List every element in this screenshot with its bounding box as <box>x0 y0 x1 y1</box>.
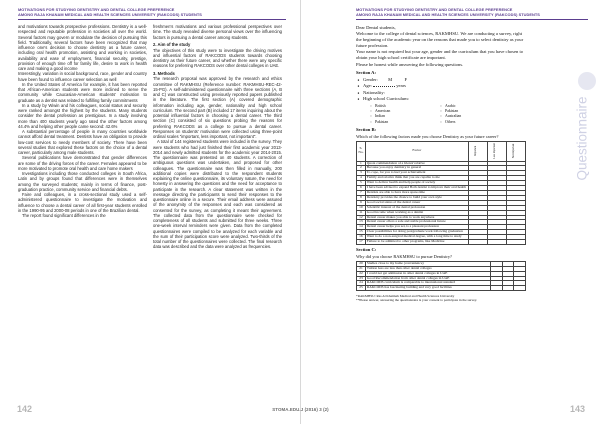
journal-citation: STOMA.EDU.J (2016) 3 (2) <box>272 407 329 412</box>
row-factor: Clear possibilities for doing postgraduate work following graduation <box>365 230 468 235</box>
side-label <box>574 78 600 198</box>
paragraph: , in a cross-sectional study used a self-administered questionnaire to investigate the motivation and influence to choose a dental career of all first-year students enrolled in the 1990-95 and 2000-08 periods in one of the Brazilian dental. <box>18 192 147 213</box>
curriculum-option[interactable]: ○ British <box>372 104 442 109</box>
nationality-field <box>356 90 589 97</box>
row-factor: Good social status of the dental career <box>365 200 468 205</box>
row-number: 4 <box>357 176 366 181</box>
running-head-line-2: AMONG RAJA KHANAM MEDICAL AND HEALTH SCIENCES UNIVERSITY (RAKCODS) STUDENTS <box>356 12 540 17</box>
row-number: 16 <box>357 235 366 240</box>
nationality-label: Nationality: <box>363 89 385 95</box>
row-number: 21 <box>357 266 366 271</box>
paragraph: , social status and security were ranked amongst the highest by the students. Many students consider the dental profession as prestigious. In a study involving more than 400 students yearly ago rated the other factors among 44.4% and helping other people came second: 42.6% <box>18 102 147 129</box>
intro-line: Welcome to the college of dental sciences, RAKMHSU. We are conducting a survey, right <box>356 31 522 37</box>
column-header-important <box>468 141 487 161</box>
footnotes <box>356 294 589 303</box>
table-row <box>357 286 526 291</box>
gender-option-f[interactable]: F <box>404 76 408 82</box>
row-factor: Want to do a non-surgical medical degree, with a long time to study <box>365 235 468 240</box>
row-factor: To cope, for you to feel your achievement <box>365 171 468 176</box>
row-number: 6 <box>357 186 366 191</box>
row-reason: RAKCODS has fascinating building and very good facilities <box>365 286 490 291</box>
row-factor: Scientific interest of the dental profession <box>365 205 468 210</box>
paragraph: The research proposal was approved by the research and ethics committee of RAKMHSU (Reference number: RAKMHSU-REC-42-15-PG). A self-administered questionnaire with three sections (A, B and C) was constructed using previously reported papers published in the literature. The first section (A) covered demographic information including age, gender, nationality and high school curriculum. The second part (B) included 17 items inquiring about the potential influential factors in choosing a dental career. The third section (C) consisted of six questions probing the reasons for preferring RAKCODS as a college to pursue a dental career. Responses on students' motivation were collected using three-point ordinal scales "important, less important, not important". <box>153 76 282 139</box>
age-unit: years <box>396 83 406 89</box>
consent-note: **Please answer, answering the questionnaire is your consent to participate in the survey. <box>356 298 478 303</box>
greeting: Dear Dental students, <box>356 25 396 30</box>
response-cell[interactable] <box>491 286 503 291</box>
row-number: 11 <box>357 210 366 215</box>
row-number: 14 <box>357 225 366 230</box>
paragraph: In the United States of America for example, it has been reported that African-American students were more inclined to serve the community while Caucasian-American students' motivation to graduate as a dentist was related to fulfilling family commitments <box>18 81 147 103</box>
row-number: 9 <box>357 200 366 205</box>
age-field <box>356 83 589 90</box>
section-a <box>356 70 589 125</box>
table-row <box>357 240 526 245</box>
column-header-factor: Factor <box>365 141 468 161</box>
row-factor: Dental career helps you set, is a pleasant profession <box>365 225 468 230</box>
row-number: 12 <box>357 215 366 220</box>
curriculum-options <box>356 104 589 125</box>
row-factor: Good income when working as a dentist <box>365 210 468 215</box>
paragraph: In a study by Wiwin and his colleagues <box>22 102 97 108</box>
curriculum-options-column-1 <box>372 104 442 125</box>
section-heading: 3. Methods <box>153 71 175 76</box>
curriculum-field <box>356 96 589 103</box>
row-number: 24 <box>357 281 366 286</box>
response-cell[interactable] <box>514 286 526 291</box>
section-b-title: Section B: <box>356 127 377 133</box>
curriculum-option[interactable]: ○ Arabic <box>442 104 512 109</box>
page-number-right: 143 <box>570 404 586 414</box>
response-cell[interactable] <box>487 240 506 245</box>
row-reason: I could not get admission in other dental colleges in UAE <box>365 271 490 276</box>
abbreviation-note: *RAKMHSU: Ras Al Khaimah Medical and Health Sciences University <box>356 293 455 298</box>
row-number: 15 <box>357 230 366 235</box>
row-number: 13 <box>357 220 366 225</box>
column-header-sno: S. No. <box>357 141 366 161</box>
section-b-prompt: Which of the following factors made you choose Dentistry as your future career? <box>356 133 499 139</box>
intro-line: obtain your high school certificate are important. <box>356 55 446 61</box>
section-a-title: Section A: <box>356 70 377 76</box>
gender-field <box>356 77 589 84</box>
response-cell[interactable] <box>506 240 525 245</box>
paragraph: Investigations including those conducted colleges in South Africa, Latin and by groups found that differences were in themselves among the surveyed students; mainly in terms of finance, post-graduation practice, community service and financial debts. <box>18 171 147 192</box>
row-factor: Dentists are able to have more spare-time <box>365 191 468 196</box>
header-rule <box>356 19 588 20</box>
paragraph: Faire and colleagues <box>22 192 64 197</box>
paragraph: A substantial percentage of people in many countries worldwide cannot afford dental treatment. Dentists have an obligation to provide low-cost services to needy members of society. There have been several studies that explored these factors on the choice of a dental career, particularly among male students. <box>18 129 147 155</box>
gender-label: Gender: <box>363 76 378 82</box>
paragraph: Interestingly, variation in social background, race, gender and country have been found to influence career selection as well <box>18 71 147 82</box>
questionnaire <box>356 25 589 383</box>
questionnaire-intro <box>356 25 589 68</box>
row-number: 2 <box>357 166 366 171</box>
section-c-prompt: Why did you choose RAKMHSU to pursue Dentistry? <box>356 253 452 259</box>
row-number: 25 <box>357 286 366 291</box>
row-number: 7 <box>357 191 366 196</box>
curriculum-option[interactable]: ○ Indian <box>372 114 442 119</box>
row-number: 5 <box>357 181 366 186</box>
curriculum-option[interactable]: ○ Others <box>442 120 512 125</box>
right-page <box>300 0 600 424</box>
running-head-line-1: MOTIVATIONS FOR STUDYING DENTISTRY AND DENTAL COLLEGE PREFERENCE <box>18 7 175 12</box>
article-column-1 <box>18 24 147 386</box>
row-number: 3 <box>357 171 366 176</box>
paragraph: A total of 144 registered students were included in the survey. They were students who had just finished their first academic year 2013-2014 and newly admitted students for the academic year 2014-2015. The questionnaire was pretested on 40 students. A correction of ambiguous questions was undertaken, and proposed for other colleagues. The questionnaire was then filled in manually, 200 additional copies were distributed to the respondent students explaining the online questionnaire, its voluntary nature, the need for honesty in answering the questions and the need for acceptance to participate in the research. A clear statement was written in the message directing the participants to send their responses to the questionnaire online in a secure. Their email address were assured of the anonymity of the responses and each was considered as consented for the survey, as completing it meant their agreement. The collected data from the questionnaire were checked for completeness of all students and submitted for three weeks. Three one-week interval reminders were given. Data from the completed questionnaires were compiled to be analyzed for each variable and the sum of their participation score were analyzed. Two-thirds of the total number of the questionnaires were collected. The final research data was described and the data were analyzed as frequencies. <box>153 139 282 250</box>
factor-table <box>356 141 526 245</box>
row-reason: Good Recommendation from other dental colleges in UAE <box>365 276 490 281</box>
article-column-2 <box>153 24 282 386</box>
paragraph: The objectives of this study were to investigate the driving motives and influential factors of RAKCODS students towards choosing dentistry as their future career, and whether there were any specific reasons for preferring RAKCODS over other dental colleges in UAE. <box>153 47 282 69</box>
running-head-left <box>18 7 202 17</box>
row-factor: Dental career offers a safe and stable professional future <box>365 220 468 225</box>
column-header-text: Less important <box>493 143 497 159</box>
row-factor: Dentistry provides the chance to build your own style <box>365 195 468 200</box>
intro-line: Your name is not required but your age, gender and the curriculum that you have chosen to <box>356 49 524 55</box>
row-factor: Because you enjoy dentistry in general <box>365 166 468 171</box>
column-header-text: Not important <box>512 143 516 159</box>
response-cell[interactable] <box>468 240 487 245</box>
row-reason: Studies close to my home (convenience) <box>365 261 490 266</box>
row-factor: Dental career makes you able to work anywhere <box>365 215 468 220</box>
row-factor: I have been advised to expand Both dentist to improve their oral health <box>365 186 468 191</box>
row-number: 17 <box>357 240 366 245</box>
section-c-title: Section C: <box>356 247 377 253</box>
row-number: 20 <box>357 261 366 266</box>
paragraph: The report found significant differences in the <box>22 213 106 218</box>
curriculum-options-column-2 <box>442 104 512 125</box>
row-factor: Quota commendation of a friend/ relative <box>365 161 468 166</box>
column-header-text: Important <box>474 145 478 157</box>
reason-table <box>356 261 526 291</box>
row-factor: Want to deliver health and help people of society <box>365 181 468 186</box>
intro-line: Please be honest while answering the following questions. <box>356 61 464 67</box>
gender-option-m[interactable]: M <box>388 76 393 82</box>
row-number: 10 <box>357 205 366 210</box>
row-reason: Tuition fees are less than other dental colleges <box>365 266 490 271</box>
curriculum-option[interactable]: ○ Pakistan <box>372 120 442 125</box>
intro-line: future profession. <box>356 43 389 49</box>
running-head-right <box>356 7 540 17</box>
row-number: 8 <box>357 195 366 200</box>
row-reason: RAKCODS curriculum is comparable to international standard <box>365 281 490 286</box>
running-head-line-1: MOTIVATIONS FOR STUDYING DENTISTRY AND DENTAL COLLEGE PREFERENCE <box>356 7 513 12</box>
row-number: 23 <box>357 276 366 281</box>
paragraph: Several publications have demonstrated that gender differences are some of the driving forces of the career. Females appeared to be more motivated to promote oral health and care home makers <box>18 155 147 171</box>
column-header-less-important <box>487 141 506 161</box>
section-heading: 2. Aim of the study <box>153 42 191 48</box>
curriculum-option[interactable]: ○ American <box>372 109 442 114</box>
row-factor: Family and relative think that you are capable to me <box>365 176 468 181</box>
paragraph: and motivations towards prospective professions. Dentistry is a well-respected and reputable profession in societies all over the world. Several factors may govern or modulate the decision of pursuing this field. Traditionally, several factors have been recognized that may influence one's decision to choose dentistry as a future career, including oral health promotion, assisting and working in societies, availability and ease of employment, financial security, prestige, provision of enough time off for family life, desire to work in health care and making a good income <box>18 24 147 71</box>
paragraph: freshmen's motivations and various professional perspectives over time. The study revealed diverse personal views over the influencing factors in pursuing a dental career among students. <box>153 24 282 40</box>
column-header-not-important <box>506 141 525 161</box>
curriculum-label: High school Curriculum: <box>363 96 409 102</box>
running-head-line-2: AMONG RAJA KHANAM MEDICAL AND HEALTH SCIENCES UNIVERSITY (RAKCODS) STUDENTS <box>18 12 202 17</box>
side-label-text: Questionnaire <box>574 96 590 181</box>
page-number-left: 142 <box>17 404 33 414</box>
row-factor: Failure to be admitted to other programs, like Medicine <box>365 240 468 245</box>
header-rule <box>18 19 286 20</box>
curriculum-option[interactable]: ○ Australian <box>442 114 512 119</box>
curriculum-option[interactable]: ○ Pakistan <box>442 109 512 114</box>
age-label: Age: <box>363 83 372 89</box>
row-number: 22 <box>357 271 366 276</box>
intro-line: the beginning of the academic year on the reasons that made you to select dentistry as your <box>356 37 524 43</box>
row-number: 1 <box>357 161 366 166</box>
response-cell[interactable] <box>502 286 514 291</box>
